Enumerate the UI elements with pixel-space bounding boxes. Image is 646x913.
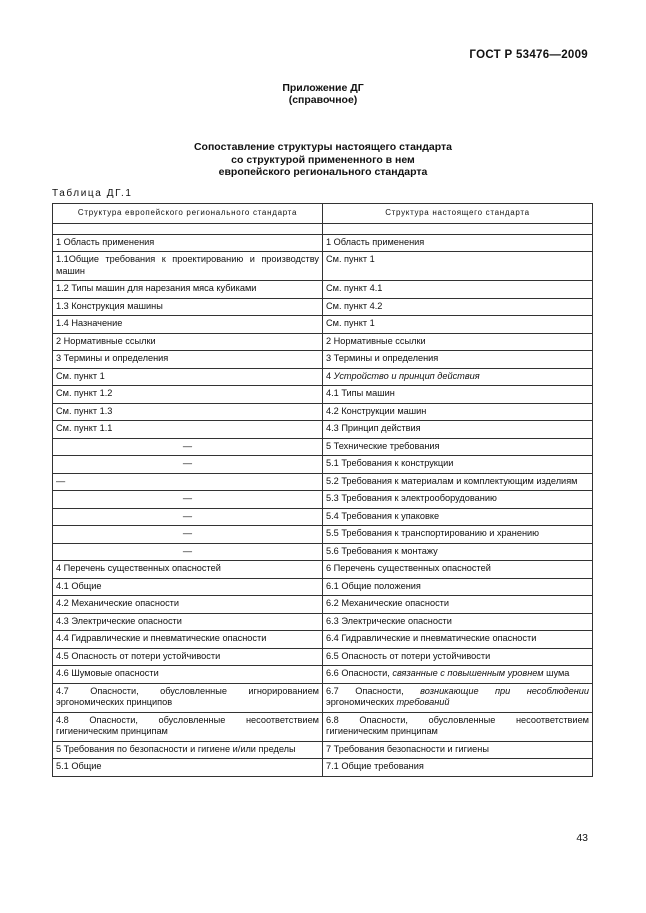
title-line: европейского регионального стандарта xyxy=(218,166,428,178)
column-header: Структура настоящего стандарта xyxy=(323,204,593,224)
european-standard-cell: 5.1 Общие xyxy=(53,759,323,777)
european-standard-cell: См. пункт 1.3 xyxy=(53,403,323,421)
national-standard-cell: 4.1 Типы машин xyxy=(323,386,593,404)
column-header: Структура европейского регионального стандарта xyxy=(53,204,323,224)
text-fragment: шума xyxy=(543,668,570,678)
european-standard-cell: 4 Перечень существенных опасностей xyxy=(53,561,323,579)
national-standard-cell: 3 Термины и определения xyxy=(323,351,593,369)
european-standard-cell: См. пункт 1.2 xyxy=(53,386,323,404)
table-spacer-row xyxy=(53,223,593,234)
national-standard-cell: 1 Область применения xyxy=(323,234,593,252)
table-row xyxy=(53,543,593,561)
national-standard-cell: 4.2 Конструкции машин xyxy=(323,403,593,421)
table-row xyxy=(53,298,593,316)
national-standard-cell: 5.4 Требования к упаковке xyxy=(323,508,593,526)
table-row xyxy=(53,561,593,579)
annex-title: Приложение ДГ xyxy=(282,82,364,94)
european-standard-cell: — xyxy=(53,543,323,561)
italic-text: требований xyxy=(396,697,450,707)
national-standard-cell xyxy=(323,666,593,684)
text-fragment: 4 xyxy=(326,370,334,381)
european-standard-cell: 1.2 Типы машин для нарезания мяса кубиками xyxy=(53,281,323,299)
table-row xyxy=(53,666,593,684)
national-standard-cell: 6 Перечень существенных опасностей xyxy=(323,561,593,579)
national-standard-cell: 5 Технические требования xyxy=(323,438,593,456)
national-standard-cell: 6.2 Механические опасности xyxy=(323,596,593,614)
table-row xyxy=(53,596,593,614)
european-standard-cell: 4.5 Опасность от потери устойчивости xyxy=(53,648,323,666)
european-standard-cell: — xyxy=(53,508,323,526)
page-number: 43 xyxy=(576,832,588,844)
table-row xyxy=(53,526,593,544)
table-row xyxy=(53,741,593,759)
table-row xyxy=(53,234,593,252)
european-standard-cell: 4.1 Общие xyxy=(53,578,323,596)
european-standard-cell: — xyxy=(53,438,323,456)
table-row xyxy=(53,252,593,281)
table-header-row xyxy=(53,204,593,224)
table-row xyxy=(53,508,593,526)
european-standard-cell: — xyxy=(53,473,323,491)
european-standard-cell: — xyxy=(53,526,323,544)
european-standard-cell: 4.4 Гидравлические и пневматические опасности xyxy=(53,631,323,649)
national-standard-cell: 7 Требования безопасности и гигиены xyxy=(323,741,593,759)
national-standard-cell: См. пункт 4.2 xyxy=(323,298,593,316)
european-standard-cell: — xyxy=(53,491,323,509)
table-row xyxy=(53,281,593,299)
table-row xyxy=(53,456,593,474)
table-row xyxy=(53,473,593,491)
table-row xyxy=(53,648,593,666)
table-row xyxy=(53,386,593,404)
table-row xyxy=(53,316,593,334)
comparison-table xyxy=(52,203,593,777)
table-label: Таблица ДГ.1 xyxy=(52,188,133,199)
european-standard-cell: 5 Требования по безопасности и гигиене и/или пределы xyxy=(53,741,323,759)
national-standard-cell: 5.2 Требования к материалам и комплектующим изделиям xyxy=(323,473,593,491)
table-row xyxy=(53,403,593,421)
european-standard-cell: 4.2 Механические опасности xyxy=(53,596,323,614)
text-fragment: 6.6 Опасности, xyxy=(326,668,393,678)
text-fragment: эргономических xyxy=(326,697,397,707)
national-standard-cell: 5.5 Требования к транспортированию и хранению xyxy=(323,526,593,544)
text-fragment: 6.7 Опасности, xyxy=(326,685,421,696)
table-row xyxy=(53,368,593,386)
national-standard-cell: См. пункт 4.1 xyxy=(323,281,593,299)
european-standard-cell: См. пункт 1 xyxy=(53,368,323,386)
european-standard-cell: — xyxy=(53,456,323,474)
european-standard-cell: 3 Термины и определения xyxy=(53,351,323,369)
national-standard-cell xyxy=(323,683,593,712)
national-standard-cell: 5.6 Требования к монтажу xyxy=(323,543,593,561)
table-row xyxy=(53,351,593,369)
national-standard-cell: 6.3 Электрические опасности xyxy=(323,613,593,631)
table-row xyxy=(53,712,593,741)
table-row xyxy=(53,613,593,631)
national-standard-cell: 6.8 Опасности, обусловленные несоответствием гигиеническим принципам xyxy=(323,712,593,741)
table-row xyxy=(53,683,593,712)
national-standard-cell: 4.3 Принцип действия xyxy=(323,421,593,439)
european-standard-cell: 1.4 Назначение xyxy=(53,316,323,334)
european-standard-cell: 1.1Общие требования к проектированию и производству машин xyxy=(53,252,323,281)
national-standard-cell: 5.3 Требования к электрооборудованию xyxy=(323,491,593,509)
european-standard-cell: 4.6 Шумовые опасности xyxy=(53,666,323,684)
national-standard-cell: 6.4 Гидравлические и пневматические опасности xyxy=(323,631,593,649)
national-standard-cell: См. пункт 1 xyxy=(323,316,593,334)
european-standard-cell: 4.7 Опасности, обусловленные игнорированием эргономических принципов xyxy=(53,683,323,712)
standard-code: ГОСТ Р 53476—2009 xyxy=(469,49,588,61)
european-standard-cell: См. пункт 1.1 xyxy=(53,421,323,439)
italic-text: возникающие при несоблюдении xyxy=(420,685,589,696)
table-row xyxy=(53,759,593,777)
table-row xyxy=(53,631,593,649)
annex-type: (справочное) xyxy=(288,94,358,106)
document-title xyxy=(0,141,646,179)
european-standard-cell: 2 Нормативные ссылки xyxy=(53,333,323,351)
european-standard-cell: 4.8 Опасности, обусловленные несоответствием гигиеническим принципам xyxy=(53,712,323,741)
title-line: Сопоставление структуры настоящего стандарта xyxy=(193,141,453,153)
annex-heading xyxy=(0,82,646,106)
european-standard-cell: 1.3 Конструкция машины xyxy=(53,298,323,316)
table-row xyxy=(53,421,593,439)
title-line: со структурой примененного в нем xyxy=(231,153,415,166)
national-standard-cell: 5.1 Требования к конструкции xyxy=(323,456,593,474)
national-standard-cell: 7.1 Общие требования xyxy=(323,759,593,777)
national-standard-cell: См. пункт 1 xyxy=(323,252,593,281)
table-row xyxy=(53,333,593,351)
italic-text: Устройство и принцип действия xyxy=(333,370,480,381)
table-row xyxy=(53,578,593,596)
national-standard-cell: 2 Нормативные ссылки xyxy=(323,333,593,351)
national-standard-cell xyxy=(323,368,593,386)
italic-text: связанные с повышенным уровнем xyxy=(392,668,544,678)
table-row xyxy=(53,491,593,509)
table-row xyxy=(53,438,593,456)
national-standard-cell: 6.5 Опасность от потери устойчивости xyxy=(323,648,593,666)
european-standard-cell: 4.3 Электрические опасности xyxy=(53,613,323,631)
european-standard-cell: 1 Область применения xyxy=(53,234,323,252)
national-standard-cell: 6.1 Общие положения xyxy=(323,578,593,596)
